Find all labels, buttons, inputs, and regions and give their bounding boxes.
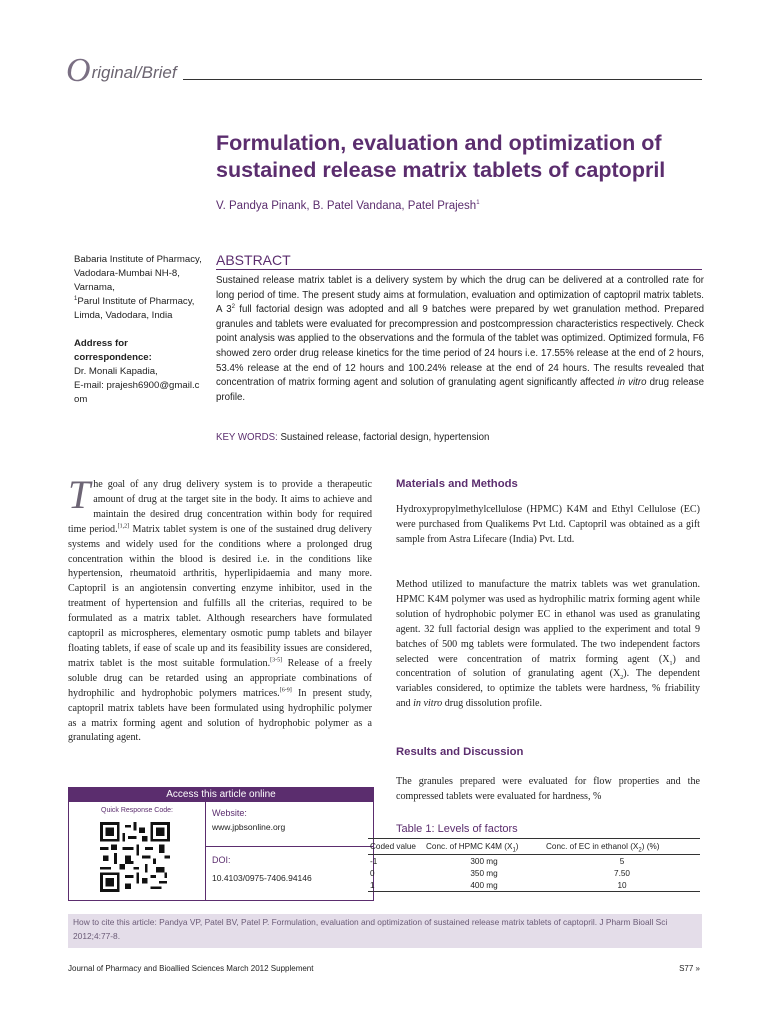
affiliation-institute-1: Babaria Institute of Pharmacy, Vadodara-Mumbai NH-8, Varnama, bbox=[74, 254, 202, 293]
qr-panel bbox=[69, 802, 206, 900]
levels-table bbox=[368, 838, 700, 892]
article-title: Formulation, evaluation and optimization of sustained release matrix tablets of captopril bbox=[216, 131, 666, 182]
authors: V. Pandya Pinank, B. Patel Vandana, Patel Prajesh$^1$ bbox=[216, 200, 480, 212]
correspondence-label: Address for correspondence: bbox=[74, 338, 152, 363]
table-row bbox=[368, 855, 700, 868]
access-info-panel bbox=[206, 802, 373, 900]
footer-page-number: S77 » bbox=[679, 964, 700, 973]
doi-label: DOI: bbox=[212, 855, 231, 865]
section-label bbox=[66, 52, 702, 89]
table-row bbox=[368, 879, 700, 892]
table-header-cell: Conc. of EC in ethanol $(X_2)$ (%) bbox=[544, 839, 700, 855]
results-heading: Results and Discussion bbox=[396, 746, 524, 758]
drop-cap: T bbox=[68, 472, 91, 517]
header-rule bbox=[183, 79, 702, 80]
section-name: riginal/Brief bbox=[91, 63, 177, 82]
table-cell: -1 bbox=[370, 856, 378, 866]
table-cell: 7.50 bbox=[614, 868, 630, 878]
table-header-cell: Coded value bbox=[368, 839, 424, 855]
website-label: Website: bbox=[212, 808, 247, 818]
results-paragraph: The granules prepared were evaluated for flow properties and the compressed tablets were evaluated for hardness, % bbox=[396, 776, 700, 802]
qr-code-icon[interactable] bbox=[100, 822, 170, 892]
intro-paragraph: The goal of any drug delivery system is to provide a therapeutic amount of drug at the target site in the body. It aims to achieve and maintain the desired drug concentration within body for required time period.[1,2] Matrix tablet system is one of the sustained drug delivery systems and widely used for the conditions where a prolonged drug concentration within the blood is desired i.e. in the conditions like hypertension, rheumatoid arthritis, hyperlipidaemia and many more. Captopril is an angiotensin converting enzyme inhibitor, used in the treatment of hypertension and fulfills all the criterias, required to be formulated as a matrix tablet. Although researchers have formulated captopril as microspheres, elementary osmotic pump tablets and bilayer floating tablets, if ease of scale up and its feasibility issues are considered, matrix tablet is the most suitable formulation.[3-5] Release of a freely soluble drug can be retarded using an appropriate combinations of hydrophilic and hydrophobic polymers matrices.[6-9] In present study, captopril matrix tablets have been formulated using hydrophilic polymer as a matrix forming agent and solution of hydrophobic polymer as a granulating agent. bbox=[68, 472, 372, 744]
table-cell: 10 bbox=[544, 879, 700, 892]
correspondence-name: Dr. Monali Kapadia, bbox=[74, 366, 158, 377]
methods-paragraph-1: Hydroxypropylmethylcellulose (HPMC) K4M and Ethyl Cellulose (EC) were purchased from Qualikems Pvt Ltd. Captopril was obtained as a gift sample from Astra Lifecare (India) Pvt. Ltd. bbox=[396, 504, 700, 545]
table-cell: 300 mg bbox=[470, 856, 498, 866]
table-cell: 5 bbox=[619, 856, 625, 866]
table-header-row bbox=[368, 839, 700, 855]
footer-journal: Journal of Pharmacy and Bioallied Sciences March 2012 Supplement bbox=[68, 964, 314, 973]
table-cell: 350 mg bbox=[470, 868, 498, 878]
keywords-text: Sustained release, factorial design, hypertension bbox=[280, 432, 490, 443]
abstract-text: Sustained release matrix tablet is a delivery system by which the drug can be delivered at a controlled rate for long period of time. The present study aims at formulation, evaluation and optimization of captopril matrix tablets. A $3^2$ full factorial design was adopted and all 9 batches were prepared by wet granulation method. Prepared granules and tablets were evaluated for precompression and postcompression characteristics respectively. Check point analysis was applied to the observations and the formula of the tablet was optimized. Optimized formula, F6 showed zero order drug release kinetics for the time period of 24 hours i.e. 17.55% release at the end of 2 hours, 53.4% release at the end of 12 hours and 100.24% release at the end of 24 hours. The results revealed that concentration of matrix forming agent and solution of granulating agent significantly affected in vitro drug release profile. bbox=[216, 275, 704, 403]
doi-link[interactable]: 10.4103/0975-7406.94146 bbox=[212, 873, 312, 883]
keywords bbox=[216, 432, 489, 443]
table-cell: 1 bbox=[368, 879, 424, 892]
website-link[interactable]: www.jpbsonline.org bbox=[212, 822, 286, 832]
methods-paragraph-2: Method utilized to manufacture the matrix tablets was wet granulation. HPMC K4M polymer was used as hydrophilic matrix forming agent while solution of hydrophobic polymer EC in ethanol was used as granulating agent. 32 full factorial design was applied to the experiment and total 9 batches of 500 mg tablets were formulated. The two independent factors selected were concentration of matrix forming agent $(X_1)$ and concentration of solution of granulating agent $(X_2)$. The dependent variables considered, to optimize the tablets were hardness, % friability and in vitro drug dissolution profile. bbox=[396, 579, 700, 710]
table-header-cell: Conc. of HPMC K4M $(X_1)$ bbox=[424, 839, 544, 855]
table-cell: 400 mg bbox=[424, 879, 544, 892]
affiliation-institute-2: $^1$Parul Institute of Pharmacy, Limda, Vadodara, India bbox=[74, 295, 195, 321]
abstract-heading: ABSTRACT bbox=[216, 252, 702, 270]
access-box bbox=[68, 787, 374, 901]
correspondence-email[interactable]: E-mail: prajesh6900@gmail.com bbox=[74, 380, 200, 405]
table-row bbox=[368, 867, 700, 879]
table-cell: 0 bbox=[370, 868, 375, 878]
qr-label: Quick Response Code: bbox=[101, 807, 173, 814]
methods-heading: Materials and Methods bbox=[396, 478, 518, 490]
citation-box: How to cite this article: Pandya VP, Patel BV, Patel P. Formulation, evaluation and optimization of sustained release matrix tablets of captopril. J Pharm Bioall Sci 2012;4:77-8. bbox=[68, 914, 702, 948]
table-title: Table 1: Levels of factors bbox=[396, 823, 518, 835]
keywords-label: KEY WORDS: bbox=[216, 432, 278, 443]
access-heading: Access this article online bbox=[69, 788, 373, 802]
affiliation-block bbox=[74, 253, 204, 407]
section-initial: O bbox=[66, 52, 91, 89]
